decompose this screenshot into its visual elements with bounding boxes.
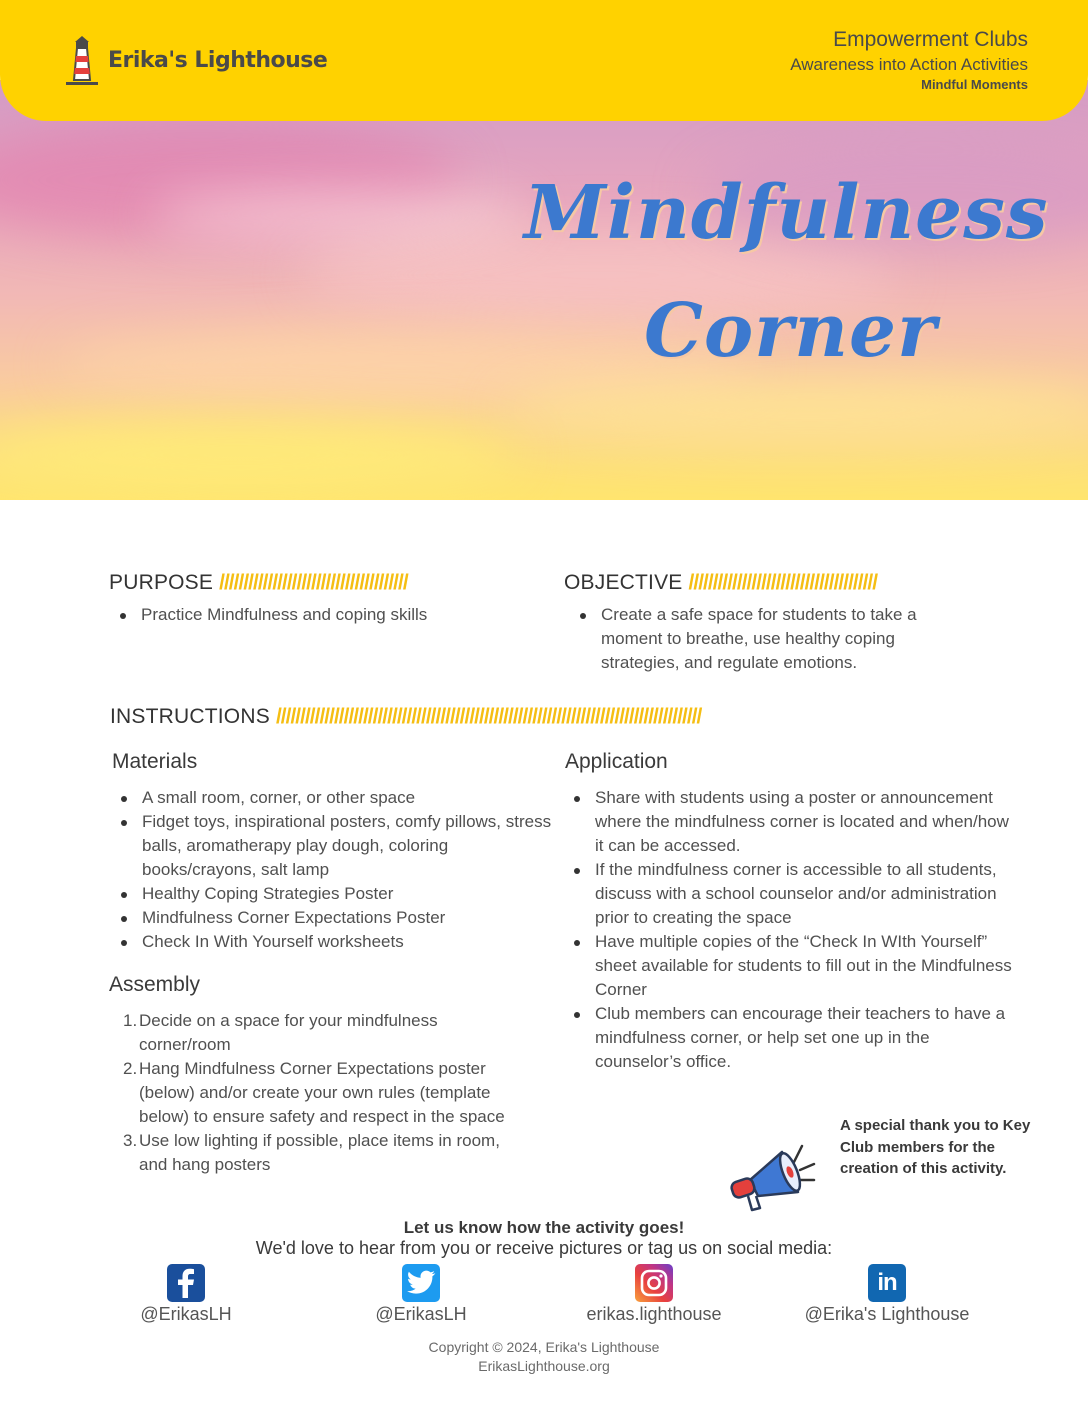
list-item: Have multiple copies of the “Check In WIth Yourself” sheet available for students to fill out in the Mindfulness Corner — [595, 930, 1020, 1002]
list-number: 2. — [123, 1059, 138, 1078]
list-item: Create a safe space for students to take a moment to breathe, use healthy coping strategies, and regulate emotions. — [601, 603, 961, 675]
social-facebook[interactable] — [96, 1264, 276, 1325]
hero-title-line1: Mindfulness — [524, 170, 1049, 256]
purpose-heading — [109, 571, 408, 595]
logo[interactable] — [62, 34, 327, 86]
megaphone-icon — [726, 1140, 822, 1216]
list-text: Hang Mindfulness Corner Expectations poster (below) and/or create your own rules (template below) to ensure safety and respect in the space — [139, 1059, 505, 1126]
assembly-list — [109, 1009, 529, 1177]
contact-text: We'd love to hear from you or receive pictures or tag us on social media: — [255, 1238, 833, 1258]
social-twitter[interactable] — [331, 1264, 511, 1325]
list-item — [109, 1129, 529, 1177]
header-titles — [790, 26, 1028, 94]
copyright-text: Copyright © 2024, Erika's Lighthouse — [428, 1339, 660, 1355]
list-text: Decide on a space for your mindfulness corner/room — [139, 1011, 438, 1054]
purpose-list — [111, 603, 541, 627]
social-handle: @ErikasLH — [375, 1304, 467, 1324]
list-item: Share with students using a poster or announcement where the mindfulness corner is located and when/how it can be accessed. — [595, 786, 1020, 858]
instagram-icon[interactable] — [635, 1264, 673, 1302]
list-item — [109, 1009, 529, 1057]
list-item — [109, 1057, 529, 1129]
instructions-title: INSTRUCTIONS — [110, 705, 270, 728]
list-item: Club members can encourage their teachers to have a mindfulness corner, or help set one up in the counselor’s office. — [595, 1002, 1020, 1074]
header-series: Awareness into Action Activities — [790, 55, 1028, 74]
logo-text: Erika's Lighthouse — [108, 47, 328, 73]
thanks-note: A special thank you to Key Club members for the creation of this activity. — [840, 1117, 1031, 1177]
list-item: Fidget toys, inspirational posters, comfy pillows, stress balls, aromatherapy play dough, coloring books/crayons, salt lamp — [142, 810, 552, 882]
social-handle: erikas.lighthouse — [586, 1304, 722, 1324]
purpose-title: PURPOSE — [109, 571, 214, 594]
hero-title-line2: Corner — [644, 288, 938, 374]
header-category: Mindful Moments — [921, 77, 1028, 92]
list-text: Use low lighting if possible, place items in room, and hang posters — [139, 1131, 500, 1174]
list-number: 1. — [123, 1011, 138, 1030]
materials-list — [112, 786, 552, 954]
linkedin-icon[interactable]: in — [868, 1264, 906, 1302]
objective-title: OBJECTIVE — [564, 571, 683, 594]
list-item: Practice Mindfulness and coping skills — [141, 603, 541, 627]
social-instagram[interactable] — [564, 1264, 744, 1325]
header-program: Empowerment Clubs — [833, 28, 1028, 51]
list-item: A small room, corner, or other space — [142, 786, 552, 810]
contact-heading: Let us know how the activity goes! — [403, 1218, 685, 1237]
social-handle: @Erika's Lighthouse — [804, 1304, 970, 1324]
social-handle: @ErikasLH — [140, 1304, 232, 1324]
social-linkedin[interactable] — [797, 1264, 977, 1325]
list-item: Healthy Coping Strategies Poster — [142, 882, 552, 906]
header-band — [0, 0, 1088, 121]
application-heading: Application — [565, 750, 668, 773]
assembly-heading: Assembly — [109, 973, 201, 996]
list-item: Check In With Yourself worksheets — [142, 930, 552, 954]
application-list — [565, 786, 1020, 1074]
purpose-divider: /////////////////////////////////////// — [219, 571, 408, 594]
instructions-divider: //////////////////////////////////////////////////////////////////////////////////////// — [275, 705, 702, 728]
objective-divider: /////////////////////////////////////// — [688, 571, 878, 594]
twitter-icon[interactable] — [402, 1264, 440, 1302]
objective-heading — [564, 571, 877, 595]
facebook-icon[interactable] — [167, 1264, 205, 1302]
list-item: Mindfulness Corner Expectations Poster — [142, 906, 552, 930]
list-item: If the mindfulness corner is accessible to all students, discuss with a school counselor and/or administration prior to creating the space — [595, 858, 1020, 930]
objective-list — [571, 603, 961, 675]
instructions-heading — [110, 705, 701, 729]
footer — [0, 1338, 1088, 1376]
materials-heading: Materials — [112, 750, 198, 773]
website-link[interactable]: ErikasLighthouse.org — [478, 1358, 610, 1374]
lighthouse-icon — [62, 34, 102, 86]
list-number: 3. — [123, 1131, 138, 1150]
